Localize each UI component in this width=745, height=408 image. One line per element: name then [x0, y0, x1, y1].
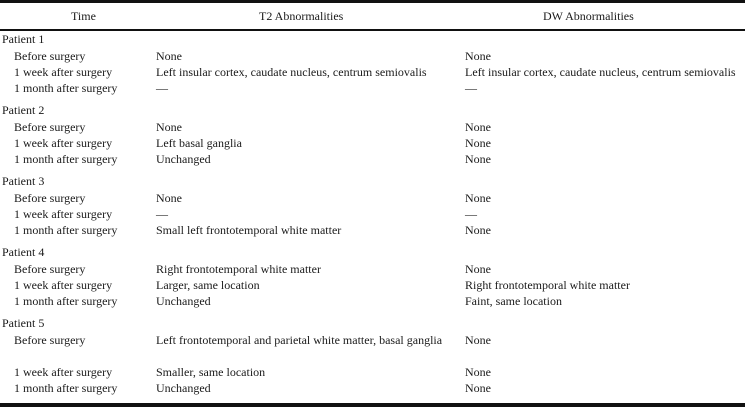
time-cell: 1 week after surgery	[14, 278, 113, 292]
table-bottom-rule	[0, 403, 745, 407]
patient-group	[0, 102, 745, 167]
abnormalities-table	[0, 31, 745, 396]
table-row	[0, 64, 745, 80]
table-row	[0, 151, 745, 167]
t2-cell: Left basal ganglia	[156, 136, 242, 150]
t2-cell: Left insular cortex, caudate nucleus, centrum semiovalis	[156, 65, 427, 79]
dw-cell: —	[465, 81, 477, 95]
table-row	[0, 293, 745, 309]
time-cell: Before surgery	[14, 262, 86, 276]
t2-cell: —	[156, 81, 168, 95]
table-row	[0, 380, 745, 396]
dw-cell: None	[465, 136, 491, 150]
t2-cell: Right frontotemporal white matter	[156, 262, 321, 276]
time-cell: 1 month after surgery	[14, 152, 118, 166]
dw-cell: Right frontotemporal white matter	[465, 278, 630, 292]
time-cell: Before surgery	[14, 120, 86, 134]
patient-group	[0, 315, 745, 396]
time-cell: 1 week after surgery	[14, 365, 113, 379]
header-t2-abnormalities: T2 Abnormalities	[259, 9, 344, 23]
dw-cell: None	[465, 365, 491, 379]
table-top-rule	[0, 0, 745, 3]
time-cell: Before surgery	[14, 49, 86, 63]
time-cell: 1 week after surgery	[14, 207, 113, 221]
t2-cell: Smaller, same location	[156, 365, 266, 379]
t2-cell: Larger, same location	[156, 278, 260, 292]
dw-cell: None	[465, 152, 491, 166]
patient-label: Patient 3	[2, 174, 45, 188]
t2-cell: —	[156, 207, 168, 221]
dw-cell: —	[465, 207, 477, 221]
patient-label: Patient 5	[2, 316, 45, 330]
t2-cell: Left frontotemporal and parietal white matter, basal ganglia	[156, 333, 443, 347]
patient-label: Patient 4	[2, 245, 45, 259]
dw-cell: None	[465, 191, 491, 205]
time-cell: 1 month after surgery	[14, 381, 118, 395]
patient-label: Patient 2	[2, 103, 45, 117]
header-dw-abnormalities: DW Abnormalities	[543, 9, 634, 23]
dw-cell: Faint, same location	[465, 294, 562, 308]
t2-cell: Unchanged	[156, 152, 211, 166]
table-row	[0, 119, 745, 135]
time-cell: 1 month after surgery	[14, 223, 118, 237]
t2-cell: Small left frontotemporal white matter	[156, 223, 342, 237]
table-row	[0, 135, 745, 151]
table-row	[0, 80, 745, 96]
table-row	[0, 190, 745, 206]
time-cell: 1 week after surgery	[14, 136, 113, 150]
table-row	[0, 364, 745, 380]
patient-group	[0, 173, 745, 238]
dw-cell: None	[465, 223, 491, 237]
time-cell: 1 week after surgery	[14, 65, 113, 79]
table-row	[0, 48, 745, 64]
t2-cell: Unchanged	[156, 294, 211, 308]
table-row	[0, 332, 745, 364]
t2-cell: None	[156, 49, 182, 63]
dw-cell: None	[465, 49, 491, 63]
t2-cell: None	[156, 191, 182, 205]
time-cell: Before surgery	[14, 333, 86, 347]
table-row	[0, 277, 745, 293]
time-cell: 1 month after surgery	[14, 81, 118, 95]
table-row	[0, 222, 745, 238]
patient-label: Patient 1	[2, 32, 45, 46]
dw-cell: None	[465, 333, 491, 347]
patient-group	[0, 244, 745, 309]
table-row	[0, 206, 745, 222]
header-time: Time	[71, 9, 96, 23]
time-cell: Before surgery	[14, 191, 86, 205]
dw-cell: None	[465, 262, 491, 276]
table-row	[0, 261, 745, 277]
time-cell: 1 month after surgery	[14, 294, 118, 308]
dw-cell: None	[465, 381, 491, 395]
patient-group	[0, 31, 745, 96]
t2-cell: None	[156, 120, 182, 134]
dw-cell: None	[465, 120, 491, 134]
t2-cell: Unchanged	[156, 381, 211, 395]
dw-cell: Left insular cortex, caudate nucleus, centrum semiovalis	[465, 65, 736, 79]
